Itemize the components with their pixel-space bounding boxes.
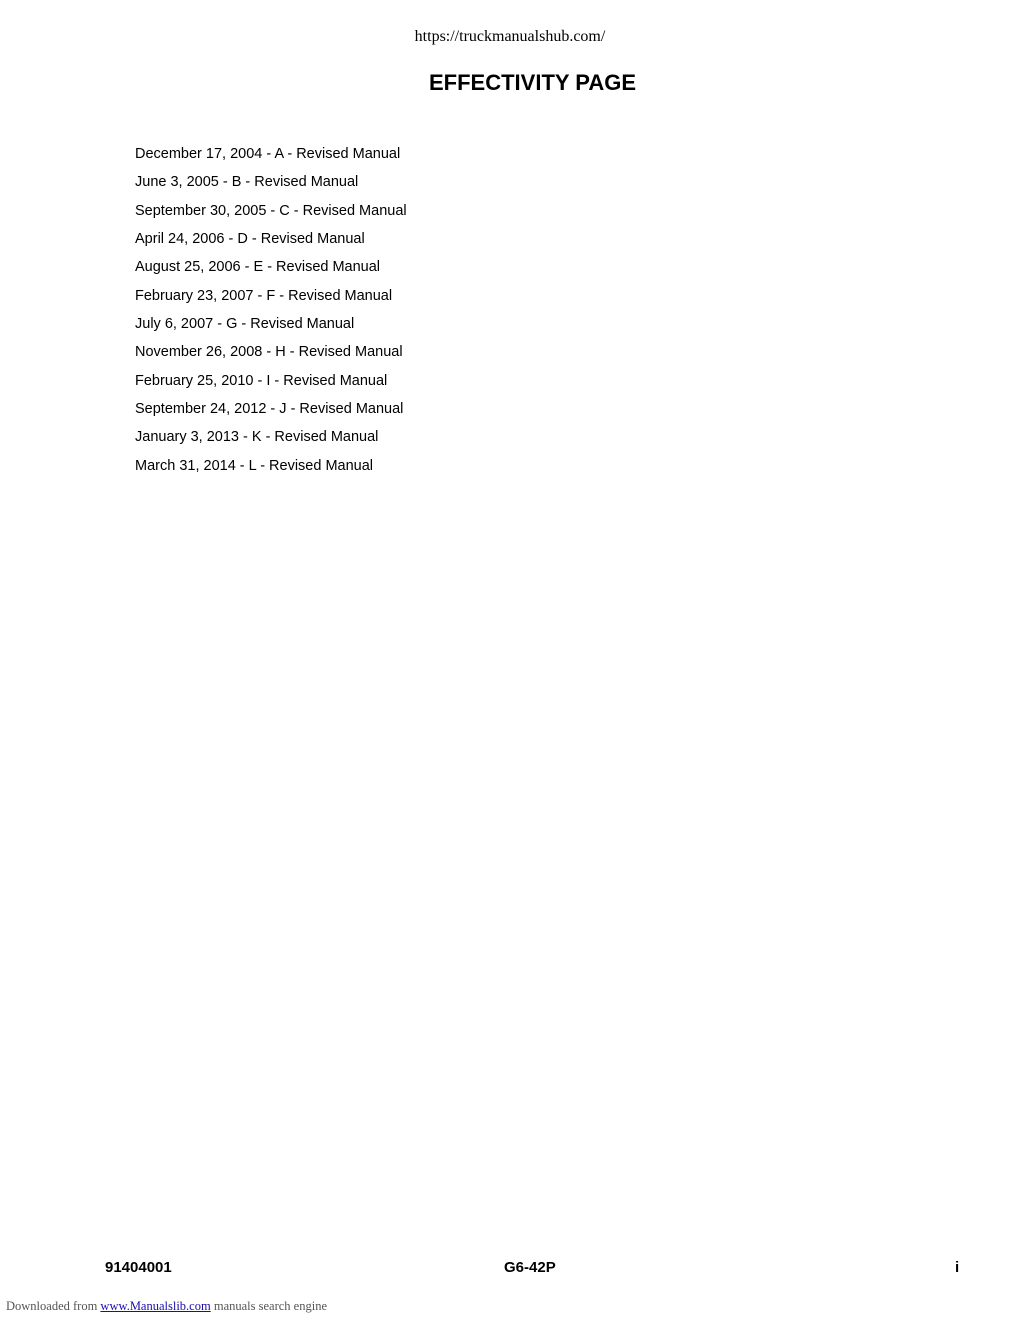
revision-entry: March 31, 2014 - L - Revised Manual <box>135 457 374 474</box>
footer-part-number: 91404001 <box>105 1259 172 1276</box>
footer-model: G6-42P <box>504 1259 556 1276</box>
revision-entry: September 30, 2005 - C - Revised Manual <box>135 202 407 219</box>
page-title: EFFECTIVITY PAGE <box>429 70 636 95</box>
revision-entry: December 17, 2004 - A - Revised Manual <box>135 146 401 162</box>
footer-page-number: i <box>955 1259 960 1276</box>
revision-entry: September 24, 2012 - J - Revised Manual <box>135 401 404 418</box>
revision-entry: January 3, 2013 - K - Revised Manual <box>135 429 379 446</box>
source-url: https://truckmanualshub.com/ <box>414 28 606 45</box>
revision-entry: August 25, 2006 - E - Revised Manual <box>135 259 381 276</box>
revision-entry: February 25, 2010 - I - Revised Manual <box>135 372 388 389</box>
download-note-suffix: manuals search engine <box>210 1299 327 1313</box>
revision-list <box>135 144 407 484</box>
download-note-prefix: Downloaded from <box>6 1299 101 1313</box>
manualslib-link[interactable]: www.Manualslib.com <box>100 1299 211 1313</box>
revision-entry: July 6, 2007 - G - Revised Manual <box>135 316 355 333</box>
download-note <box>6 1298 327 1314</box>
revision-entry: November 26, 2008 - H - Revised Manual <box>135 344 403 361</box>
revision-entry: June 3, 2005 - B - Revised Manual <box>135 174 359 191</box>
revision-entry: February 23, 2007 - F - Revised Manual <box>135 287 393 304</box>
revision-entry: April 24, 2006 - D - Revised Manual <box>135 231 365 248</box>
